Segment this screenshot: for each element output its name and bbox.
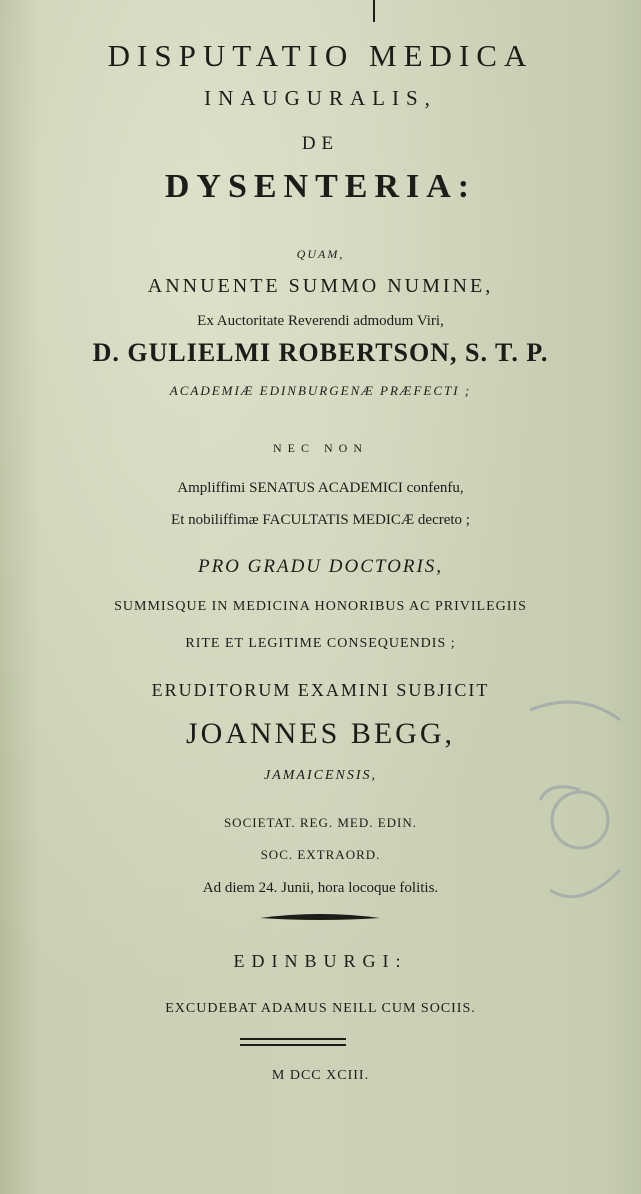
nec-non-line: NEC NON — [273, 441, 368, 455]
double-rule-top — [240, 1038, 346, 1040]
academiae-line: ACADEMIÆ EDINBURGENÆ PRÆFECTI ; — [169, 383, 472, 398]
auctoritate-line: Ex Auctoritate Reverendi admodum Viri, — [197, 313, 444, 329]
senatus-line: Ampliffimi SENATUS ACADEMICI confenfu, — [177, 480, 464, 496]
date-line: Ad diem 24. Junii, hora locoque folitis. — [202, 880, 439, 896]
gradu-line: PRO GRADU DOCTORIS, — [197, 556, 444, 577]
place-line: EDINBURGI: — [233, 951, 408, 971]
title-line-1: DISPUTATIO MEDICA — [107, 38, 534, 73]
double-rule-bottom — [240, 1044, 346, 1046]
author-origin: JAMAICENSIS, — [263, 768, 378, 783]
binding-mark — [373, 0, 375, 22]
facultatis-line: Et nobiliffimæ FACULTATIS MEDICÆ decreto ; — [171, 512, 470, 528]
society-line: SOCIETAT. REG. MED. EDIN. — [223, 815, 418, 830]
printer-line: EXCUDEBAT ADAMUS NEILL CUM SOCIIS. — [165, 1001, 476, 1016]
library-stamp-icon — [520, 690, 630, 940]
honoribus-line: SUMMISQUE IN MEDICINA HONORIBUS AC PRIVILEGIIS — [114, 599, 527, 614]
annuente-line: ANNUENTE SUMMO NUMINE, — [147, 275, 494, 297]
society-extraord-line: SOC. EXTRAORD. — [260, 847, 381, 862]
examini-line: ERUDITORUM EXAMINI SUBJICIT — [151, 680, 490, 700]
author-name: JOANNES BEGG, — [185, 717, 455, 750]
quam-line: QUAM, — [296, 247, 345, 261]
title-line-3: DE — [301, 133, 340, 154]
year-line: M DCC XCIII. — [271, 1068, 370, 1083]
robertson-line: D. GULIELMI ROBERTSON, S. T. P. — [92, 338, 549, 367]
consequendis-line: RITE ET LEGITIME CONSEQUENDIS ; — [185, 636, 456, 651]
title-line-2: INAUGURALIS, — [204, 86, 437, 110]
main-subject: DYSENTERIA: — [164, 168, 477, 205]
